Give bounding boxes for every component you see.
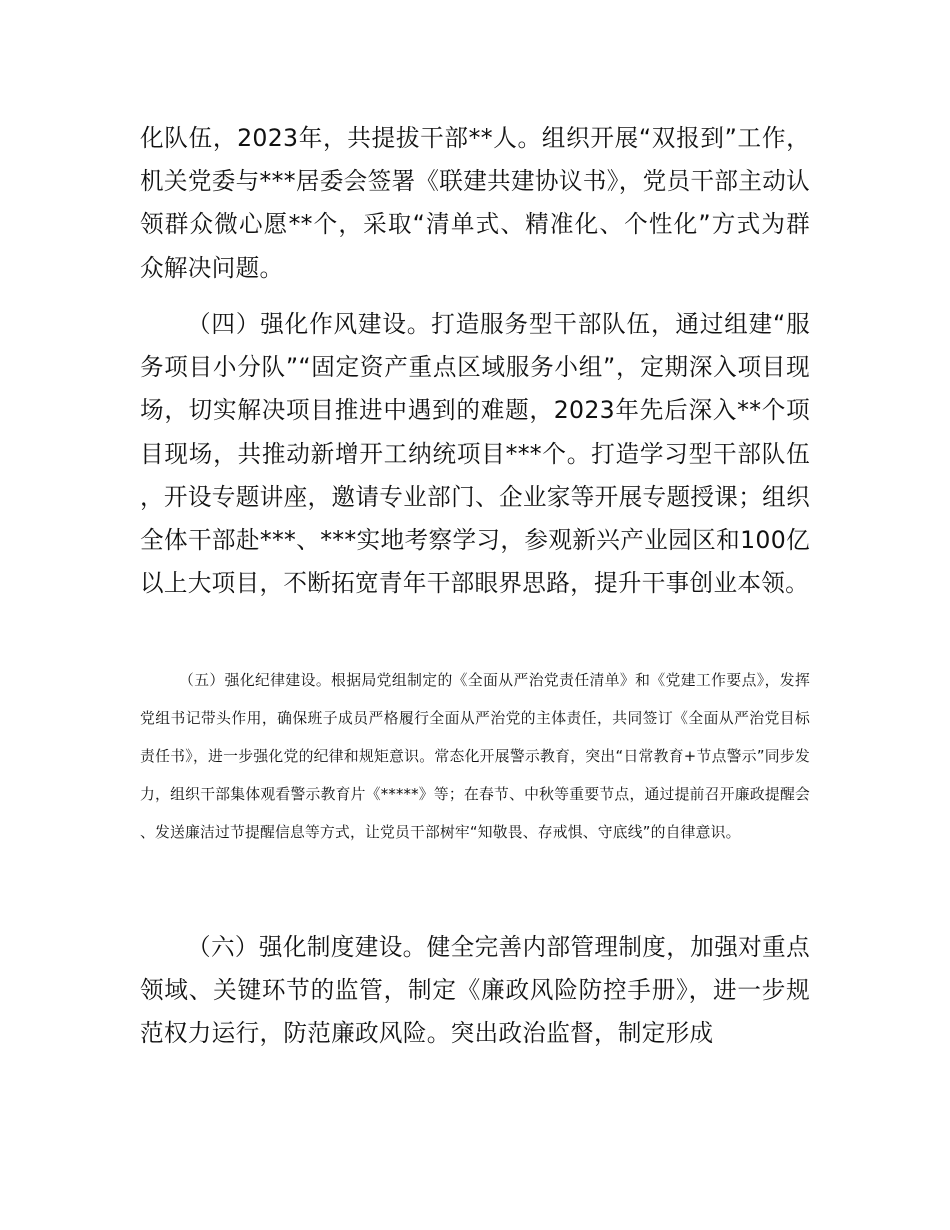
section-four-paragraph: （四）强化作风建设。打造服务型干部队伍，通过组建“服务项目小分队”“固定资产重点区域服务小组”，定期深入项目现场，切实解决项目推进中遇到的难题，2023年先后深入**个项目现场，共推动新增开工纳统项目***个。打造学习型干部队伍，开设专题讲座，邀请专业部门、企业家等开展专题授课；组织全体干部赴***、***实地考察学习，参观新兴产业园区和100亿以上大项目，不断拓宽青年干部眼界思路，提升干事创业本领。: [140, 310, 810, 598]
section-six-paragraph: （六）强化制度建设。健全完善内部管理制度，加强对重点领域、关键环节的监管，制定《廉政风险防控手册》，进一步规范权力运行，防范廉政风险。突出政治监督，制定形成: [140, 933, 810, 1048]
section-five-paragraph: （五）强化纪律建设。根据局党组制定的《全面从严治党责任清单》和《党建工作要点》，发挥党组书记带头作用，确保班子成员严格履行全面从严治党的主体责任，共同签订《全面从严治党目标责任书》，进一步强化党的纪律和规矩意识。常态化开展警示教育，突出“日常教育+节点警示”同步发力，组织干部集体观看警示教育片《*****》等；在春节、中秋等重要节点，通过提前召开廉政提醒会、发送廉洁过节提醒信息等方式，让党员干部树牢“知敬畏、存戒惧、守底线”的自律意识。: [140, 672, 810, 841]
continuation-paragraph: 化队伍，2023年，共提拔干部**人。组织开展“双报到”工作，机关党委与***居委会签署《联建共建协议书》，党员干部主动认领群众微心愿**个，采取“清单式、精准化、个性化”方式为群众解决问题。: [140, 124, 810, 282]
